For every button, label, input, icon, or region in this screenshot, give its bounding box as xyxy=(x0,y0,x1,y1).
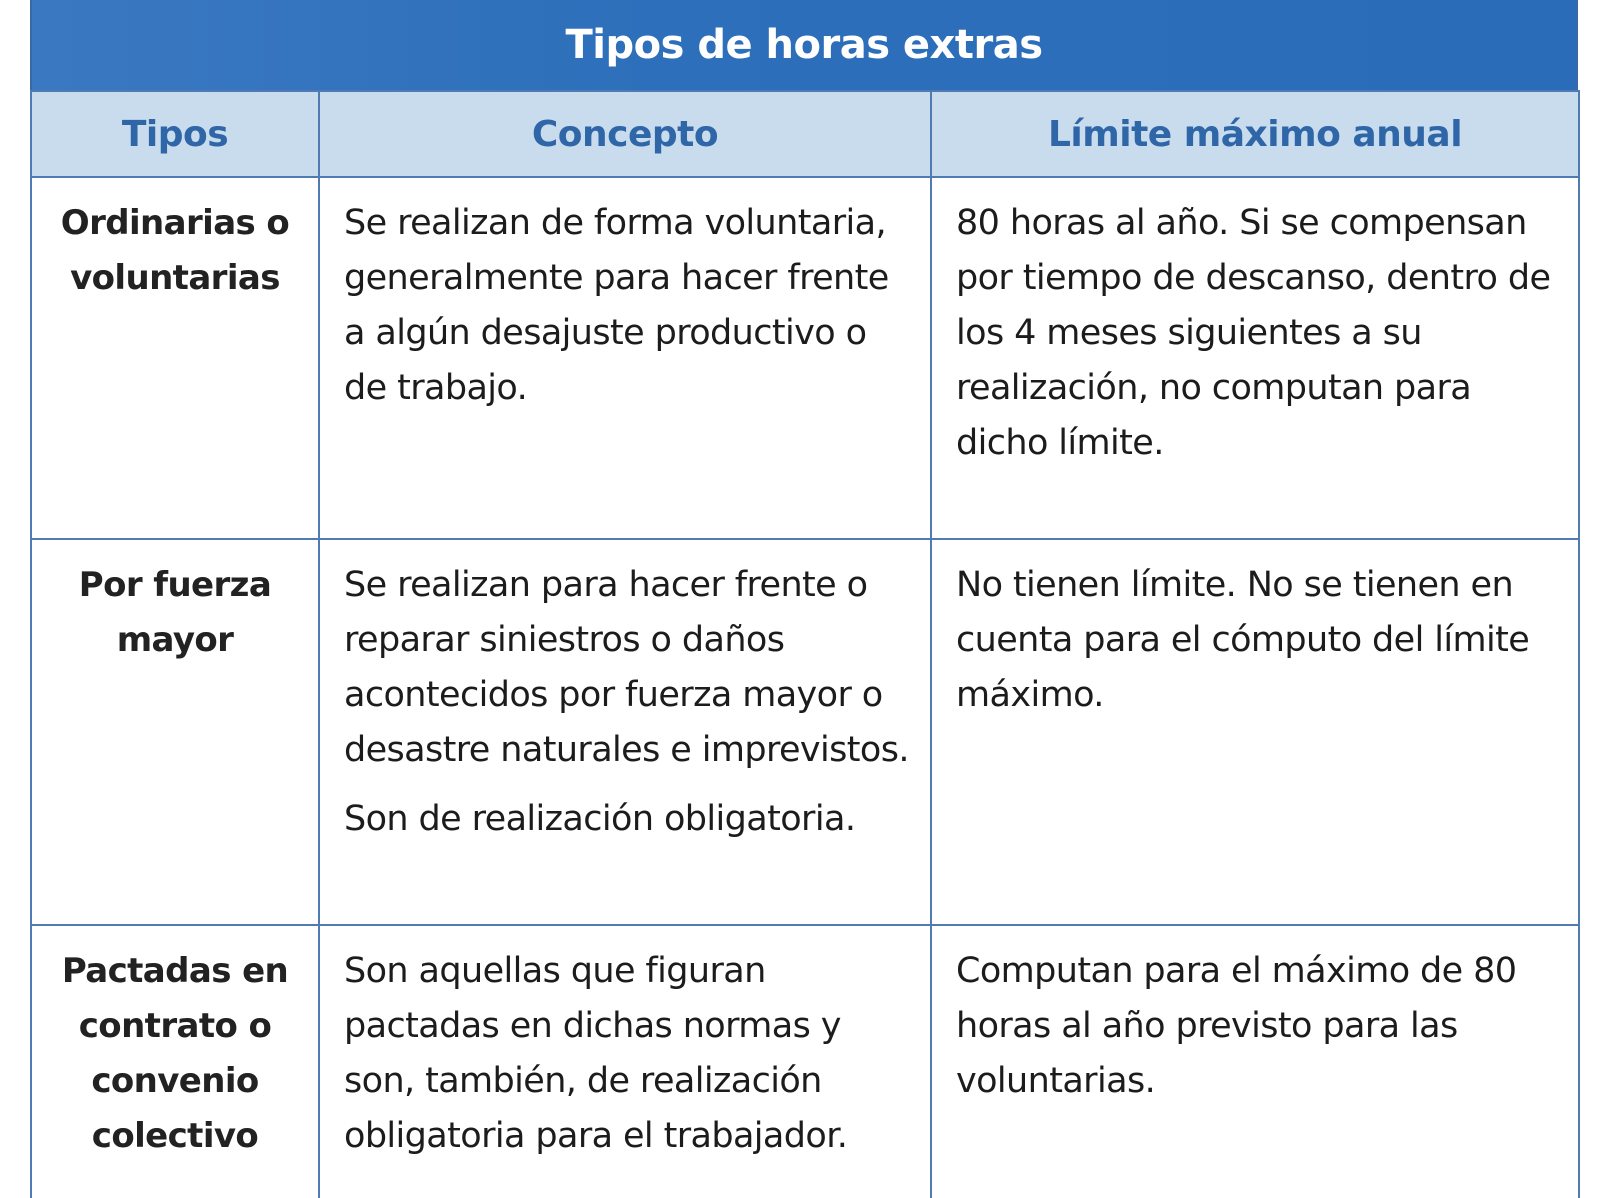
row-type: Pactadas en contrato o convenio colectivo xyxy=(31,925,319,1198)
row-concept xyxy=(319,539,931,925)
row-type: Por fuerza mayor xyxy=(31,539,319,925)
table-grid xyxy=(30,90,1580,1198)
table-title-bar xyxy=(30,0,1578,90)
row-limit: 80 horas al año. Si se compensan por tiempo de descanso, dentro de los 4 meses siguientes a su realización, no computan para dicho límite. xyxy=(931,177,1579,539)
header-row xyxy=(31,91,1579,177)
header-tipos: Tipos xyxy=(31,91,319,177)
row-limit: No tienen límite. No se tienen en cuenta para el cómputo del límite máximo. xyxy=(931,539,1579,925)
row-concept-text: Se realizan para hacer frente o reparar siniestros o daños acontecidos por fuerza mayor o desastre naturales e imprevistos. xyxy=(344,565,909,770)
row-concept xyxy=(319,925,931,1198)
row-concept-text: Son aquellas que figuran pactadas en dichas normas y son, también, de realización obligatoria para el trabajador. xyxy=(344,951,848,1156)
table-row xyxy=(31,539,1579,925)
row-type: Ordinarias o voluntarias xyxy=(31,177,319,539)
overtime-types-table xyxy=(30,0,1578,1198)
table-row xyxy=(31,925,1579,1198)
table-row xyxy=(31,177,1579,539)
row-concept xyxy=(319,177,931,539)
header-limite: Límite máximo anual xyxy=(931,91,1579,177)
row-concept-note: Son de realización obligatoria. xyxy=(344,799,856,839)
row-limit: Computan para el máximo de 80 horas al año previsto para las voluntarias. xyxy=(931,925,1579,1198)
row-concept-text: Se realizan de forma voluntaria, generalmente para hacer frente a algún desajuste productivo o de trabajo. xyxy=(344,203,889,408)
table-title: Tipos de horas extras xyxy=(565,22,1043,68)
header-concepto: Concepto xyxy=(319,91,931,177)
